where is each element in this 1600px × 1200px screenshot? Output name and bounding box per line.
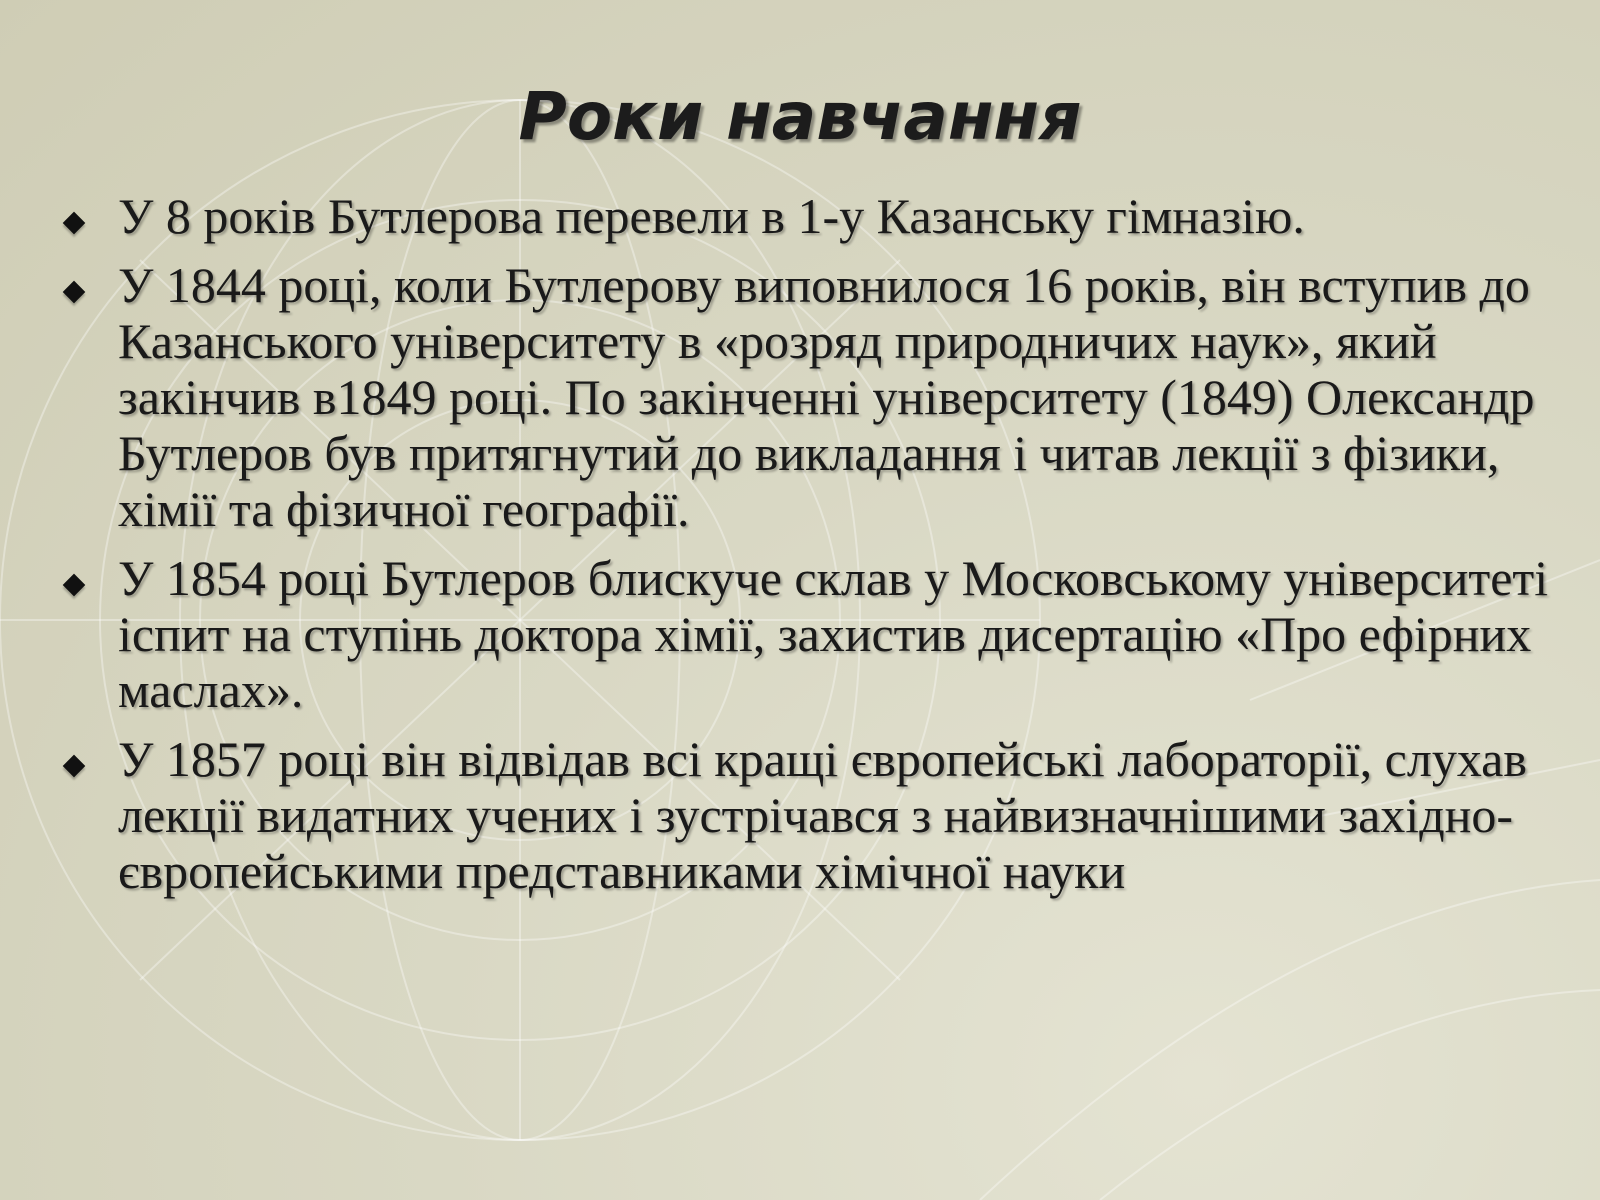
diamond-bullet-icon	[63, 281, 86, 304]
bullet-text: У 1844 році, коли Бутлерову виповнилося 16 років, він вступив до Казанського університету в «розряд природничих наук», який закінчив в1849 році. По закінченні університету (1849) Олександр Бутлеров був притягнутий до викладання і читав лекції з фізики, хімії та фізичної географії.	[118, 257, 1535, 537]
bullet-text: У 8 років Бутлерова перевели в 1-у Казанську гімназію.	[118, 188, 1305, 244]
bullet-item	[60, 257, 1560, 537]
bullet-item	[60, 731, 1560, 899]
diamond-bullet-icon	[63, 212, 86, 235]
bullet-item	[60, 188, 1560, 244]
diamond-bullet-icon	[63, 755, 86, 778]
bullet-text: У 1857 році він відвідав всі кращі європейські лабораторії, слухав лекції видатних учених і зустрічався з найвизначнішими західно-європейськими представниками хімічної науки	[118, 731, 1527, 899]
bullet-list	[60, 188, 1560, 912]
bullet-item	[60, 550, 1560, 718]
bullet-text: У 1854 році Бутлеров блискуче склав у Московському університеті іспит на ступінь доктора хімії, захистив дисертацію «Про ефірних маслах».	[118, 550, 1549, 718]
diamond-bullet-icon	[63, 574, 86, 597]
slide-title: Роки навчання	[518, 78, 1082, 155]
